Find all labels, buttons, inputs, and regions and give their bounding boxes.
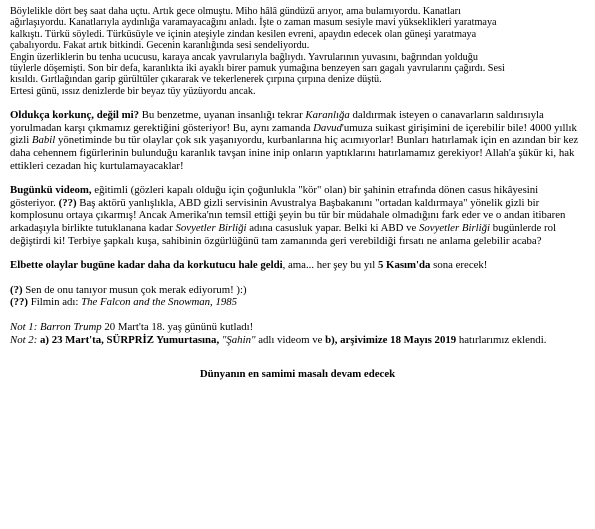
- date-highlight: 5 Kasım'da: [377, 259, 431, 272]
- text-run: eğitimli (gözleri kapalı olduğu için çoğunlukla "kör" olan) bir şahinin etrafında dönen casus hikâyesini gösteriyor.: [10, 184, 539, 209]
- emphasis-text: Sovyetler Birliği: [175, 222, 247, 234]
- story-line: tüylerle döşemişti. Son bir defa, karanlıkta iki ayaklı birer pamuk yumağına benzeyen sarı gagalı yavrularını çağırdı. Sesi: [10, 63, 505, 75]
- closing-line: Dünyanın en samimi masalı devam edecek: [199, 368, 396, 381]
- text-run: hatırlarımız eklendi.: [456, 333, 547, 346]
- commentary-lead: Oldukça korkunç, değil mi?: [10, 109, 139, 122]
- text-run: Bu benzetme, uyanan insanlığı tekrar: [139, 109, 306, 122]
- text-run: daldırmak isteyen o canavarların saldırısıyla yorulmadan karşı çıkmamız gerektiğini gösteriyor! Bu, aynı zamanda: [10, 109, 544, 134]
- text-run: adlı videom ve: [255, 333, 326, 346]
- footnotes: [10, 284, 585, 309]
- commentary-paragraph: [10, 109, 585, 172]
- text-run: sona erecek!: [430, 259, 488, 272]
- emphasis-text: Davud: [313, 121, 342, 134]
- footnote-1: [10, 284, 585, 297]
- story-line: kalkıştı. Türkü söyledi. Türküsüyle ve içinin ateşiyle zindan kesilen evreni, apaydın edecek olan güneşi yaratmaya: [10, 28, 477, 40]
- conclusion-paragraph: [10, 259, 585, 272]
- video-lead: Bugünkü videom,: [10, 184, 92, 197]
- story-line: Engin üzerliklerin bu tenha ucucusu, karaya ancak yavrularıyla bağlıydı. Yavrularının yuvasını, bağrından yolduğu: [10, 51, 478, 63]
- text-run: yönetiminde bu tür olaylar çok sık yaşanıyordu, kurbanlarına hiç acımıyorlar! Bunları hatırlamak için en azından bir kez daha cehennem figürlerinin bulunduğu karanlık tavşan inine inip onların yaptıklarını hatırlamamız gerekiyor! Allah'a şükür ki, hak ettikleri cezadan hiç kurtulamayacaklar!: [10, 134, 579, 172]
- text-run: , ama... her şey bu yıl: [282, 259, 378, 272]
- emphasis-text: Babil: [31, 134, 56, 147]
- story-paragraph: [10, 6, 585, 97]
- note-label: Not 2:: [10, 333, 38, 346]
- video-paragraph: [10, 184, 585, 247]
- story-line: çabalıyordu. Fakat artık bitkindi. Gecenin karanlığında sesi sendeliyordu.: [10, 40, 310, 52]
- footnote-2: [10, 296, 585, 309]
- note-2: [10, 334, 585, 347]
- footnote-marker: (??): [58, 196, 77, 209]
- emphasis-text: Sovyetler Birliği: [418, 222, 491, 234]
- text-run: 20 Mart'ta 18. yaş gününü kutladı!: [101, 320, 254, 333]
- film-title: The Falcon and the Snowman, 1985: [81, 296, 238, 309]
- notes: [10, 321, 585, 346]
- emphasis-text: Karanlığa: [305, 109, 350, 122]
- video-title: "Şahin": [219, 333, 256, 346]
- note-label: Not 1: Barron Trump: [10, 320, 102, 333]
- text-run: 'umuza suikast girişimini de içerebilir bile! 4000 yıllık gizli: [10, 121, 577, 147]
- text-run: Baş aktörü yanlışlıkla, ABD gizli servisinin Avustralya Başbakanını "ortadan kaldırmaya" yönelik gizli bir komplosunu ortaya çıkarmış! Ancak Amerika'nın temsil ettiği şeyin bu tür bir müdahale olmadığını fark eder ve o andan itibaren arkadaşıyla birlikte tutuklanana kadar: [10, 196, 566, 234]
- text-run: Filmin adı:: [28, 296, 82, 309]
- text-run: adına casusluk yapar. Belki ki ABD ve: [246, 222, 419, 234]
- story-line: Böylelikle dört beş saat daha uçtu. Artık gece olmuştu. Miho hâlâ gündüzü arıyor, ama bulamıyordu. Kanatları: [10, 6, 461, 17]
- footnote-marker: (?): [10, 283, 23, 296]
- footnote-marker: (??): [10, 296, 28, 309]
- note-item-a: a) 23 Mart'ta, SÜRPRİZ Yumurtasına,: [37, 333, 220, 346]
- story-line: ağırlaşıyordu. Kanatlarıyla aydınlığa varamayacağını anladı. İşte o zaman masum sesiyle mavi yükseklikleri yaratmaya: [10, 17, 497, 29]
- story-line: kısıldı. Gırtlağından garip gürültüler çıkararak ve tekerlenerek çırpına çırpına denize düştü.: [10, 74, 382, 86]
- note-item-b: b), arşivimize 18 Mayıs 2019: [325, 333, 457, 346]
- conclusion-lead: Elbette olaylar bugüne kadar daha da korkutucu hale geldi: [10, 259, 283, 272]
- text-run: Sen de onu tanıyor musun çok merak ediyorum! ):): [22, 283, 247, 296]
- note-1: [10, 321, 585, 334]
- story-line: Ertesi günü, ıssız denizlerde bir beyaz tüy yüzüyordu ancak.: [10, 85, 256, 97]
- text-run: bugünlerde rol değiştirdi ki! Terbiye şapkalı kuşa, sahibinin özgürlüğünü tam zamanında geri verebildiği fırsatı ne anlama gelebilir acaba?: [10, 222, 557, 247]
